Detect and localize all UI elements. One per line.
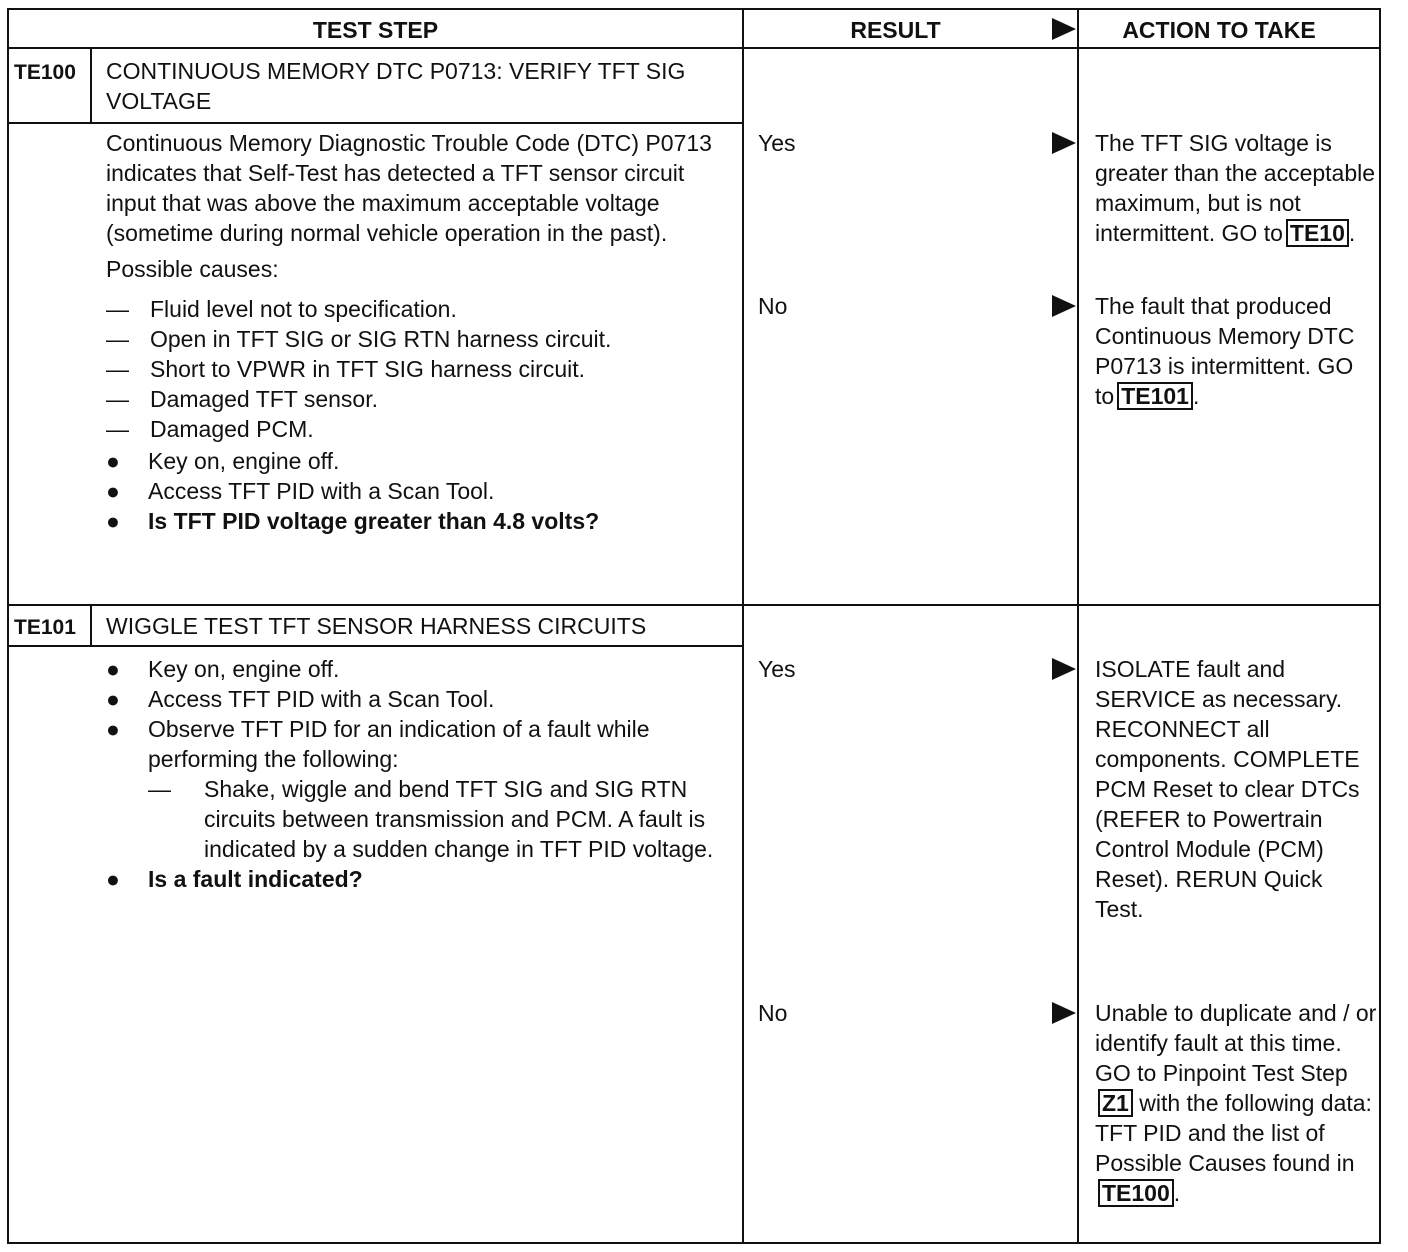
ref-te101[interactable]: TE101: [1117, 382, 1193, 410]
step-separator-rule: [7, 604, 1381, 606]
te100-no-action: The fault that produced Continuous Memory DTC P0713 is intermittent. GO to TE101 .: [1095, 293, 1355, 409]
test-step-body-te100: [106, 128, 726, 536]
te100-yes-action: The TFT SIG voltage is greater than the acceptable maximum, but is not intermittent. GO to TE10 .: [1095, 130, 1376, 246]
te100-intro: Continuous Memory Diagnostic Trouble Code (DTC) P0713 indicates that Self-Test has detected a TFT sensor circuit input that was above the maximum acceptable voltage (sometime during normal vehicle operation in the past).: [106, 130, 712, 246]
bullet-icon: ●: [106, 508, 120, 534]
bullet-icon: ●: [106, 478, 120, 504]
dash-icon: —: [106, 326, 129, 352]
list-item: [106, 506, 726, 536]
te100-yes-arrow-icon: [1052, 132, 1076, 154]
list-item: ● Access TFT PID with a Scan Tool.: [106, 478, 495, 504]
ref-te100[interactable]: TE100: [1098, 1179, 1174, 1207]
te101-yes-label: Yes: [758, 656, 796, 682]
dash-icon: —: [148, 776, 171, 802]
te101-question: Is a fault indicated?: [148, 866, 363, 892]
step-title-te100: CONTINUOUS MEMORY DTC P0713: VERIFY TFT SIG VOLTAGE: [106, 58, 686, 114]
te100-yes-label: Yes: [758, 130, 796, 156]
te100-causes-label: Possible causes:: [106, 256, 279, 282]
te101-no-action: Unable to duplicate and / or identify fault at this time. GO to Pinpoint Test StepZ1 with the following data: TFT PID and the list of Possible Causes found inTE100 .: [1095, 1000, 1377, 1206]
bullet-icon: ●: [106, 448, 120, 474]
te101-yes-arrow-icon: [1052, 658, 1076, 680]
bullet-icon: ●: [106, 656, 120, 682]
ref-z1[interactable]: Z1: [1098, 1089, 1133, 1117]
list-item: ● Key on, engine off.: [106, 448, 340, 474]
bullet-icon: ●: [106, 686, 120, 712]
list-item: — Fluid level not to specification.: [106, 296, 457, 322]
divider-result-action: [1077, 8, 1079, 1244]
step-id-te100: TE100: [14, 61, 76, 84]
list-item: ● Key on, engine off.: [106, 656, 340, 682]
te100-no-label: No: [758, 293, 788, 319]
list-item: [106, 864, 726, 894]
divider-id-column: [90, 48, 92, 124]
te101-no-label: No: [758, 1000, 788, 1026]
test-step-body-te101: [106, 654, 726, 894]
header-test-step: TEST STEP: [312, 17, 439, 43]
step-id-te101: TE101: [14, 616, 76, 639]
list-item: — Short to VPWR in TFT SIG harness circuit.: [106, 356, 586, 382]
te101-no-arrow-icon: [1052, 1002, 1076, 1024]
list-item: — Damaged PCM.: [106, 416, 314, 442]
bullet-icon: ●: [106, 716, 120, 742]
dash-icon: —: [106, 416, 129, 442]
ref-te10[interactable]: TE10: [1286, 219, 1349, 247]
header-arrow-icon: [1052, 18, 1076, 40]
divider-test-result: [742, 8, 744, 1244]
dash-icon: —: [106, 296, 129, 322]
bullet-icon: ●: [106, 866, 120, 892]
list-item: — Damaged TFT sensor.: [106, 386, 378, 412]
te100-question: Is TFT PID voltage greater than 4.8 volts?: [148, 508, 600, 534]
dash-icon: —: [106, 386, 129, 412]
list-item: — Shake, wiggle and bend TFT SIG and SIG RTN circuits between transmission and PCM. A fault is indicated by a sudden change in TFT PID voltage.: [148, 776, 714, 862]
te100-title-rule: [7, 122, 744, 124]
dash-icon: —: [106, 356, 129, 382]
te101-title-rule: [7, 645, 744, 647]
step-title-te101: WIGGLE TEST TFT SENSOR HARNESS CIRCUITS: [106, 613, 647, 639]
list-item: ● Observe TFT PID for an indication of a fault while performing the following:: [106, 716, 650, 772]
header-result: RESULT: [850, 17, 941, 43]
list-item: — Open in TFT SIG or SIG RTN harness circuit.: [106, 326, 612, 352]
list-item: ● Access TFT PID with a Scan Tool.: [106, 686, 495, 712]
te100-bullets: [106, 446, 726, 536]
te100-no-arrow-icon: [1052, 295, 1076, 317]
header-action: ACTION TO TAKE: [1122, 17, 1316, 43]
te100-causes-list: [106, 294, 726, 444]
divider-id-column-2: [90, 605, 92, 647]
te101-yes-action: ISOLATE fault and SERVICE as necessary. RECONNECT all components. COMPLETE PCM Reset to clear DTCs (REFER to Powertrain Control Module (PCM) Reset). RERUN Quick Test.: [1095, 656, 1360, 922]
